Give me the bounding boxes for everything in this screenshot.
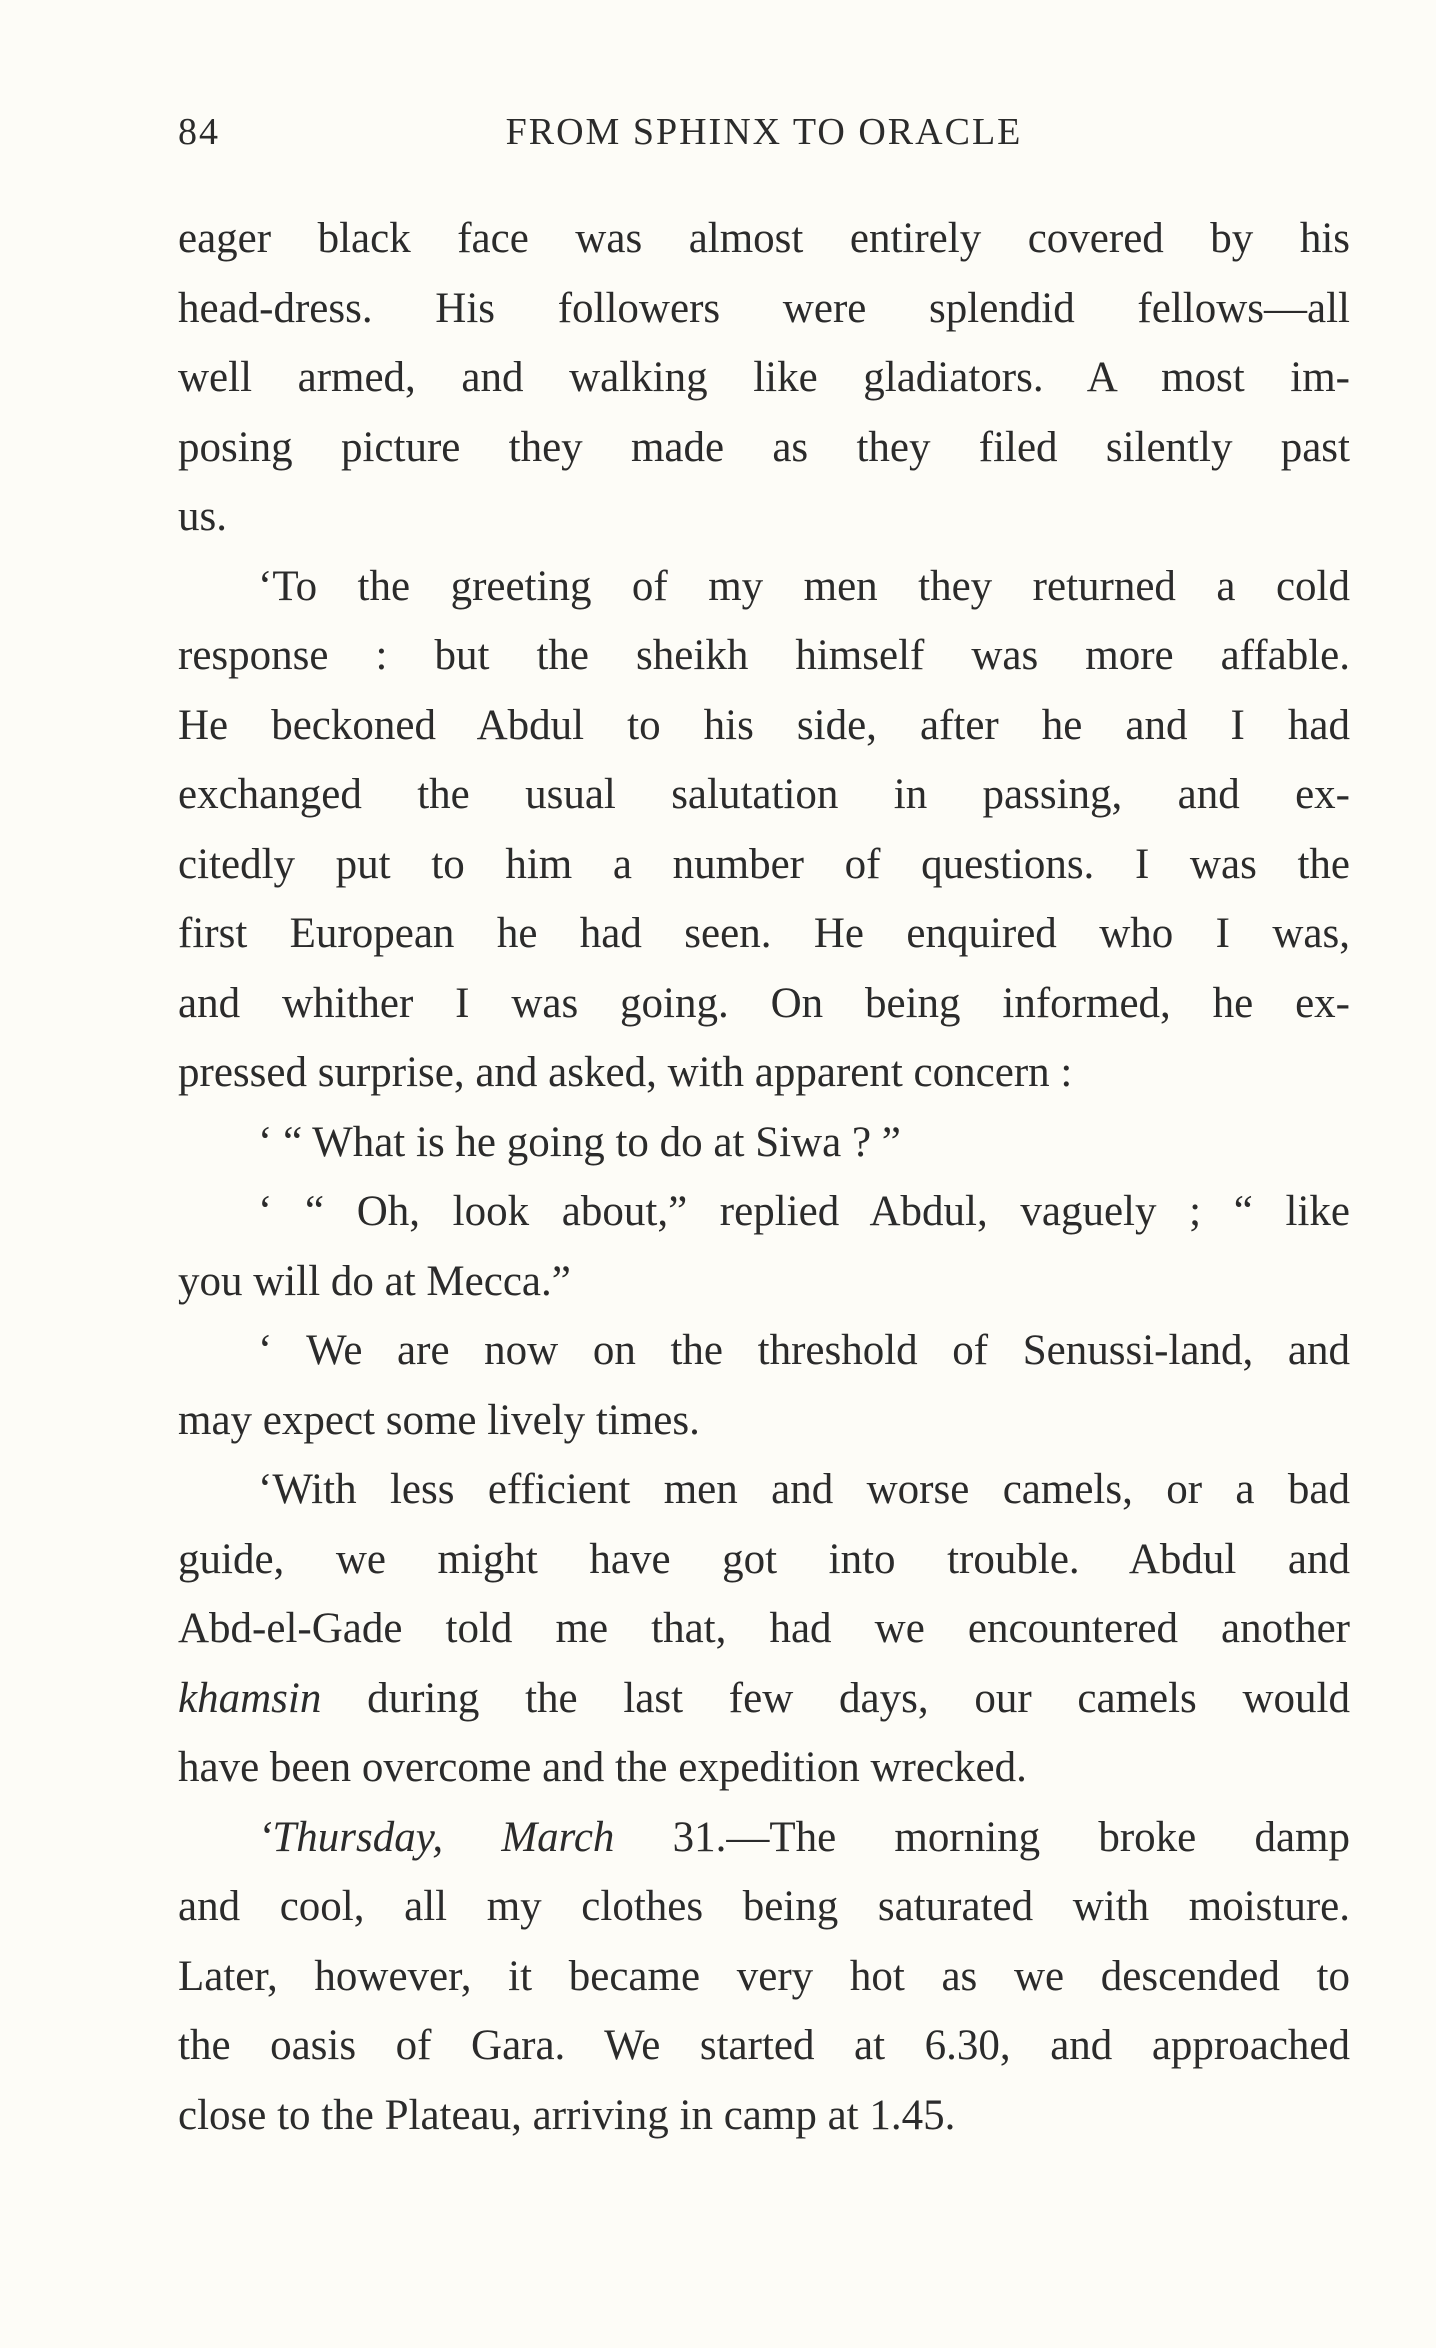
text-line — [178, 1872, 1350, 1942]
text-line — [178, 343, 1350, 413]
text-line — [178, 1525, 1350, 1595]
text-line — [178, 1177, 1350, 1247]
text-line — [178, 1108, 1350, 1178]
text-line — [178, 1247, 1350, 1317]
text-line — [178, 274, 1350, 344]
line-text: Later, however, it became very hot as we descended to — [178, 1952, 1350, 2000]
text-line — [178, 1455, 1350, 1525]
text-line — [178, 1038, 1350, 1108]
line-text: during the last few days, our camels would — [367, 1674, 1351, 1722]
text-line — [178, 1942, 1350, 2012]
line-text: 31.—The morning broke damp — [672, 1813, 1350, 1861]
line-text: and whither I was going. On being informed, he ex- — [178, 979, 1350, 1027]
line-text: exchanged the usual salutation in passing, and ex- — [178, 771, 1350, 818]
text-line — [178, 691, 1350, 761]
line-text: first European he had seen. He enquired who I was, — [178, 910, 1350, 957]
text-line — [178, 552, 1350, 622]
italic-text: ‘Thursday, March — [258, 1813, 615, 1861]
text-line — [178, 1664, 1350, 1734]
text-line — [178, 760, 1350, 830]
line-text: ‘With less efficient men and worse camels, or a bad — [258, 1466, 1350, 1513]
text-line — [178, 1316, 1350, 1386]
line-text: pressed surprise, and asked, with apparent concern : — [178, 1049, 1073, 1096]
line-text: may expect some lively times. — [178, 1396, 700, 1444]
line-text: eager black face was almost entirely covered by his — [178, 215, 1350, 262]
text-line — [178, 204, 1350, 274]
text-line — [178, 899, 1350, 969]
line-text: ‘To the greeting of my men they returned a cold — [258, 562, 1350, 610]
text-line — [178, 2081, 1350, 2151]
text-line — [178, 2011, 1350, 2081]
text-line — [178, 413, 1350, 483]
line-text: Abd-el-Gade told me that, had we encountered another — [178, 1605, 1350, 1652]
line-text: close to the Plateau, arriving in camp at 1.45. — [178, 2091, 956, 2139]
line-text: and cool, all my clothes being saturated with moisture. — [178, 1883, 1350, 1930]
running-title: FROM SPHINX TO ORACLE — [505, 111, 1023, 153]
body-text — [178, 204, 1350, 2150]
line-text: response : but the sheikh himself was more affable. — [178, 632, 1350, 679]
text-line — [178, 1594, 1350, 1664]
text-line — [178, 621, 1350, 691]
text-line — [178, 1803, 1350, 1873]
text-line — [178, 969, 1350, 1039]
text-line — [178, 830, 1350, 900]
line-text: ‘ “ What is he going to do at Siwa ? ” — [258, 1118, 901, 1166]
page-number: 84 — [178, 111, 220, 153]
line-text: ‘ “ Oh, look about,” replied Abdul, vaguely ; “ like — [258, 1188, 1350, 1235]
line-text: well armed, and walking like gladiators. A most im- — [178, 354, 1350, 401]
text-line — [178, 1733, 1350, 1803]
line-text: you will do at Mecca.” — [178, 1257, 571, 1305]
line-text: ‘ We are now on the threshold of Senussi-land, and — [258, 1327, 1350, 1374]
line-text: us. — [178, 493, 227, 540]
line-text: posing picture they made as they filed silently past — [178, 423, 1350, 471]
line-text: head-dress. His followers were splendid fellows—all — [178, 284, 1350, 332]
running-head — [178, 104, 1350, 160]
line-text: guide, we might have got into trouble. Abdul and — [178, 1535, 1350, 1583]
line-text: have been overcome and the expedition wrecked. — [178, 1744, 1027, 1791]
line-text: citedly put to him a number of questions. I was the — [178, 840, 1350, 888]
text-line — [178, 482, 1350, 552]
line-text: He beckoned Abdul to his side, after he and I had — [178, 701, 1350, 749]
italic-text: khamsin — [178, 1674, 322, 1722]
line-text: the oasis of Gara. We started at 6.30, and approached — [178, 2022, 1350, 2069]
text-line — [178, 1386, 1350, 1456]
